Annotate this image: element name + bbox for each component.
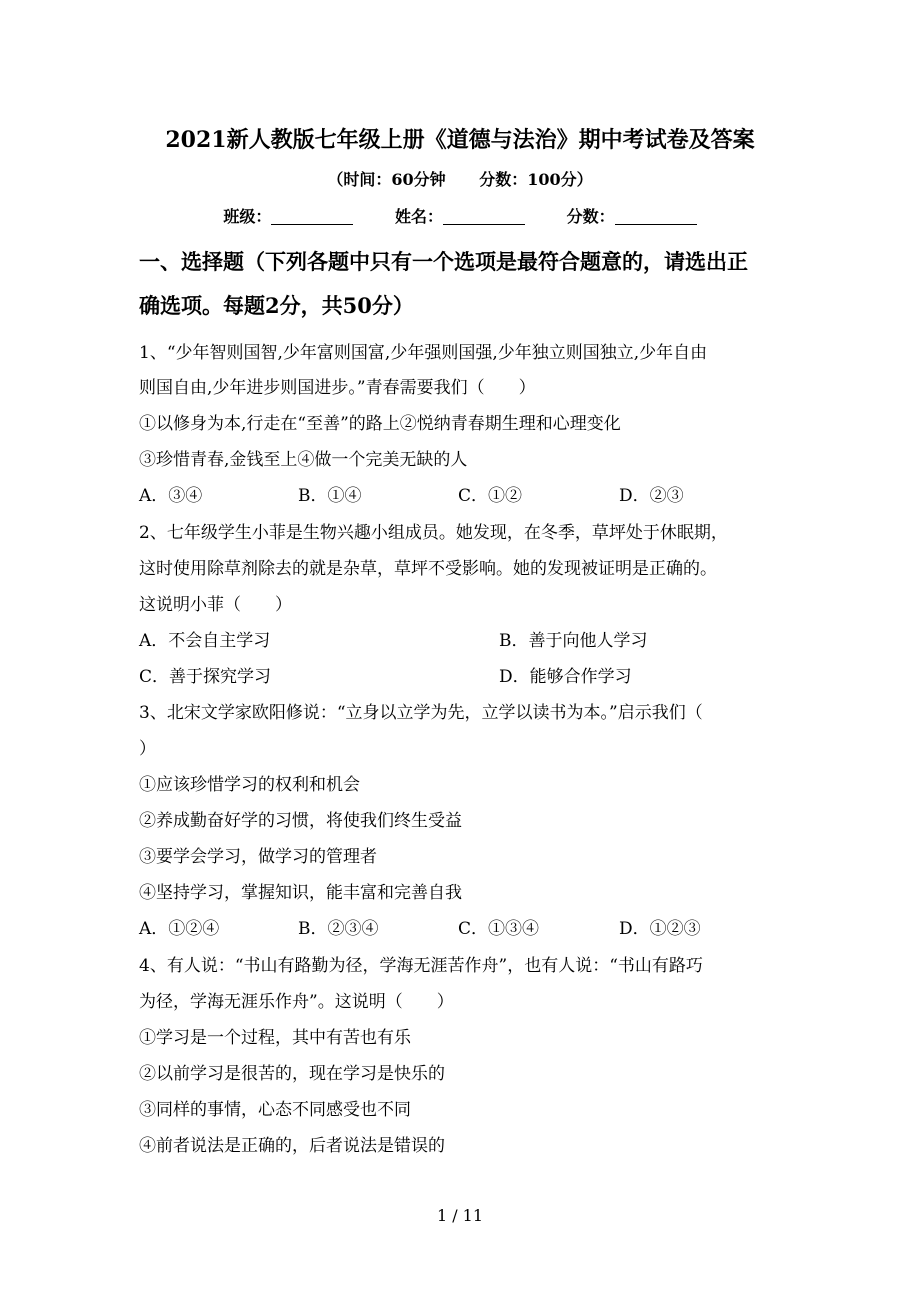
- exam-title: 2021新人教版七年级上册《道德与法治》期中考试卷及答案: [165, 127, 755, 153]
- q4-statement-1: ①学习是一个过程，其中有苦也有乐: [139, 1028, 411, 1048]
- score-field[interactable]: [567, 207, 697, 226]
- q3-option-c[interactable]: C．①③④: [458, 919, 540, 939]
- q4-statement-2: ②以前学习是很苦的，现在学习是快乐的: [139, 1064, 445, 1084]
- q2-option-a[interactable]: A．不会自主学习: [139, 631, 271, 651]
- q4-stem-line1: 4、有人说：“书山有路勤为径，学海无涯苦作舟”，也有人说：“书山有路巧: [139, 956, 703, 976]
- q3-option-a[interactable]: A．①②④: [139, 919, 220, 939]
- page-number: 1 / 11: [436, 1206, 484, 1225]
- q2-stem-line1: 2、七年级学生小菲是生物兴趣小组成员。她发现，在冬季，草坪处于休眠期，: [139, 523, 728, 543]
- q3-statement-4: ④坚持学习，掌握知识，能丰富和完善自我: [139, 883, 462, 903]
- q4-statement-4: ④前者说法是正确的，后者说法是错误的: [139, 1136, 445, 1156]
- class-field[interactable]: [223, 207, 353, 226]
- q3-statement-1: ①应该珍惜学习的权利和机会: [139, 775, 360, 795]
- q2-stem-line2: 这时使用除草剂除去的就是杂草，草坪不受影响。她的发现被证明是正确的。: [139, 559, 717, 579]
- q1-statement-1: ①以修身为本,行走在“至善”的路上②悦纳青春期生理和心理变化: [139, 414, 621, 434]
- q1-option-d[interactable]: D．②③: [619, 486, 684, 506]
- q3-option-b[interactable]: B．②③④: [298, 919, 379, 939]
- name-field[interactable]: [395, 207, 525, 226]
- q1-option-c[interactable]: C．①②: [458, 486, 523, 506]
- class-label: 班级：: [223, 207, 272, 226]
- exam-total-score: 分数：100分）: [479, 170, 593, 189]
- student-info-fields: [0, 204, 920, 227]
- score-label: 分数：: [566, 207, 615, 226]
- q2-option-d[interactable]: D．能够合作学习: [499, 667, 632, 687]
- q2-option-c[interactable]: C．善于探究学习: [139, 667, 272, 687]
- q3-stem-line2: ）: [139, 739, 156, 759]
- q2-stem-line3: 这说明小菲（ ）: [139, 595, 292, 615]
- q3-statement-2: ②养成勤奋好学的习惯，将使我们终生受益: [139, 811, 462, 831]
- section-heading-line1: 一、选择题（下列各题中只有一个选项是最符合题意的，请选出正: [139, 249, 748, 274]
- q1-option-b[interactable]: B．①④: [298, 486, 362, 506]
- q3-statement-3: ③要学会学习，做学习的管理者: [139, 847, 377, 867]
- score-blank[interactable]: [615, 208, 697, 225]
- name-blank[interactable]: [443, 208, 525, 225]
- class-blank[interactable]: [271, 208, 353, 225]
- name-label: 姓名：: [394, 207, 443, 226]
- q4-statement-3: ③同样的事情，心态不同感受也不同: [139, 1100, 411, 1120]
- q1-option-a[interactable]: A．③④: [139, 486, 203, 506]
- exam-meta: [0, 167, 920, 190]
- q1-stem-line2: 则国自由,少年进步则国进步。”青春需要我们（ ）: [139, 378, 536, 398]
- q3-option-d[interactable]: D．①②③: [619, 919, 701, 939]
- section-heading-line2: 确选项。每题2分，共50分）: [139, 293, 414, 318]
- q1-stem-line1: 1、“少年智则国智,少年富则国富,少年强则国强,少年独立则国独立,少年自由: [139, 343, 708, 363]
- q4-stem-line2: 为径，学海无涯乐作舟”。这说明（ ）: [139, 992, 454, 1012]
- exam-time: （时间：60分钟: [327, 170, 446, 189]
- q3-stem-line1: 3、北宋文学家欧阳修说：“立身以立学为先，立学以读书为本。”启示我们（: [139, 703, 703, 723]
- q1-statement-2: ③珍惜青春,金钱至上④做一个完美无缺的人: [139, 450, 468, 470]
- q2-option-b[interactable]: B．善于向他人学习: [499, 631, 648, 651]
